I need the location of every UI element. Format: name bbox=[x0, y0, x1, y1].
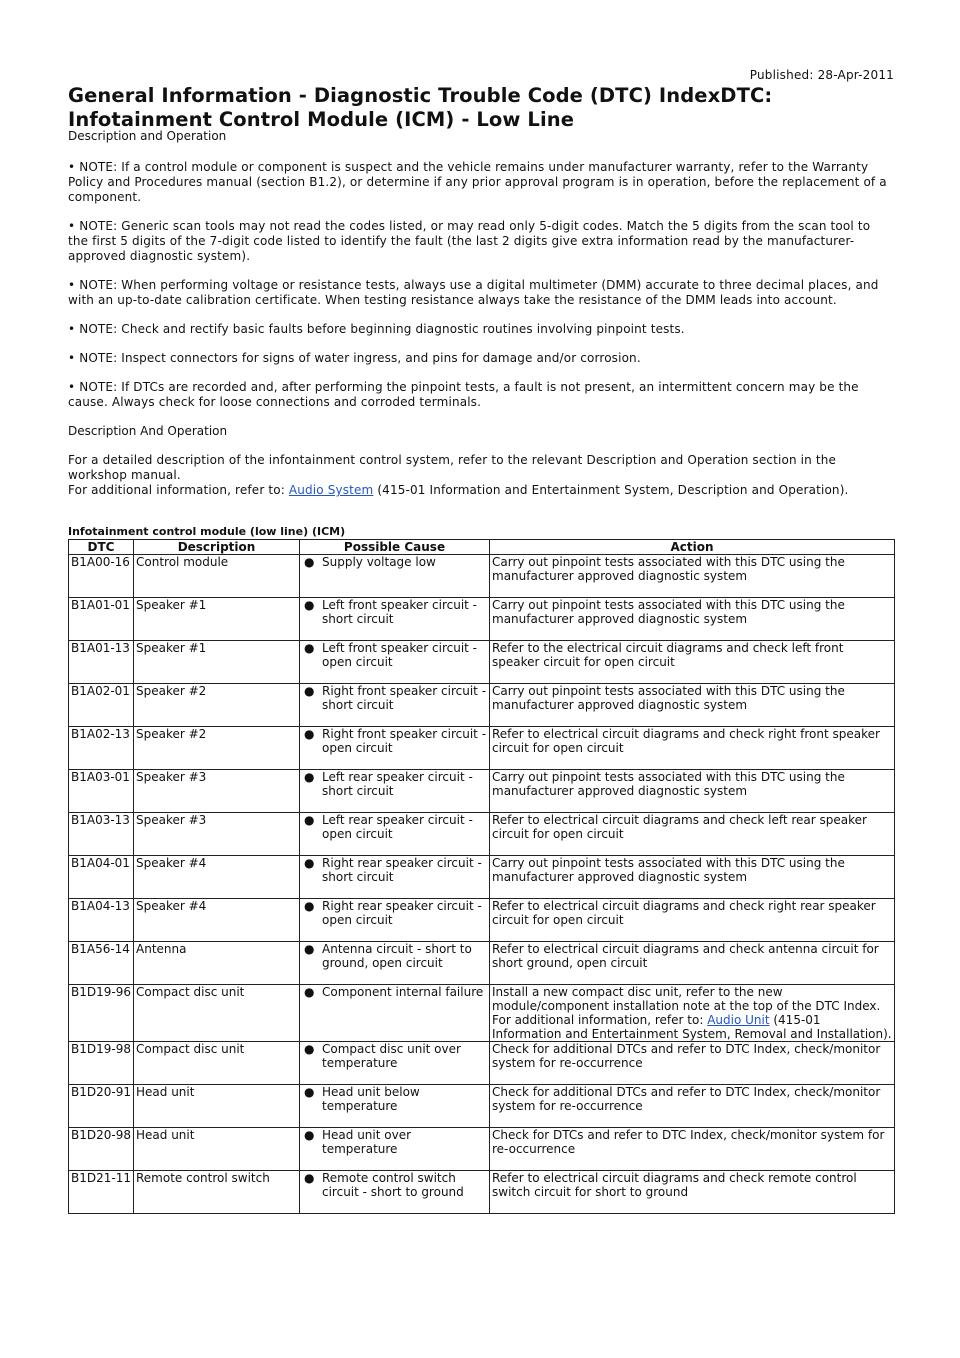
possible-cause: Left rear speaker circuit - short circuit bbox=[322, 770, 473, 798]
table-row bbox=[69, 899, 895, 942]
dtc-description: Speaker #1 bbox=[134, 641, 300, 684]
dtc-code: B1A02-01 bbox=[69, 684, 134, 727]
table-row bbox=[69, 985, 895, 1042]
bullet-icon: ● bbox=[304, 942, 315, 956]
page-title bbox=[68, 84, 772, 132]
col-header-action: Action bbox=[490, 540, 895, 555]
action-text: Check for DTCs and refer to DTC Index, check/monitor system for re-occurrence bbox=[490, 1128, 895, 1171]
col-header-description: Description bbox=[134, 540, 300, 555]
bullet-icon: ● bbox=[304, 1171, 315, 1185]
possible-cause: Right rear speaker circuit - open circuit bbox=[322, 899, 482, 927]
note-multimeter: • NOTE: When performing voltage or resistance tests, always use a digital multimeter (DMM) accurate to three decimal places, and with an up-to-date calibration certificate. When testing resistance always take the resistance of the DMM leads into account. bbox=[68, 278, 879, 307]
table-header-row bbox=[69, 540, 895, 555]
dtc-code: B1D20-98 bbox=[69, 1128, 134, 1171]
dtc-description: Speaker #2 bbox=[134, 727, 300, 770]
table-row bbox=[69, 813, 895, 856]
possible-cause: Right rear speaker circuit - short circuit bbox=[322, 856, 482, 884]
dtc-code: B1A03-01 bbox=[69, 770, 134, 813]
table-row bbox=[69, 770, 895, 813]
audio-unit-link[interactable]: Audio Unit bbox=[707, 1013, 770, 1027]
dtc-code: B1A04-13 bbox=[69, 899, 134, 942]
action-ref-suffix: (415-01 Information and Entertainment System, Removal and Installation). bbox=[492, 1013, 892, 1041]
table-row bbox=[69, 684, 895, 727]
possible-cause: Head unit below temperature bbox=[322, 1085, 420, 1113]
dtc-code: B1A02-13 bbox=[69, 727, 134, 770]
dtc-code: B1A00-16 bbox=[69, 555, 134, 598]
audio-system-link[interactable]: Audio System bbox=[288, 483, 374, 497]
dtc-description: Speaker #3 bbox=[134, 770, 300, 813]
dtc-description: Compact disc unit bbox=[134, 985, 300, 1042]
dtc-code: B1D20-91 bbox=[69, 1085, 134, 1128]
bullet-icon: ● bbox=[304, 770, 315, 784]
dtc-description: Control module bbox=[134, 555, 300, 598]
dtc-code: B1D21-11 bbox=[69, 1171, 134, 1214]
action-text: Check for additional DTCs and refer to DTC Index, check/monitor system for re-occurrence bbox=[490, 1085, 895, 1128]
notes-section bbox=[68, 160, 894, 498]
action-text: Install a new compact disc unit, refer to the new module/component installation note at the top of the DTC Index. bbox=[492, 985, 881, 1013]
bullet-icon: ● bbox=[304, 1042, 315, 1056]
dtc-code: B1A56-14 bbox=[69, 942, 134, 985]
description-ref-suffix: (415-01 Information and Entertainment System, Description and Operation). bbox=[373, 483, 849, 497]
action-text: Carry out pinpoint tests associated with this DTC using the manufacturer approved diagnostic system bbox=[490, 598, 895, 641]
col-header-possible-cause: Possible Cause bbox=[300, 540, 490, 555]
dtc-description: Speaker #4 bbox=[134, 856, 300, 899]
action-cell bbox=[490, 985, 895, 1042]
dtc-code: B1A04-01 bbox=[69, 856, 134, 899]
published-date: Published: 28-Apr-2011 bbox=[749, 68, 894, 82]
title-line-1: General Information - Diagnostic Trouble Code (DTC) IndexDTC: bbox=[68, 84, 773, 107]
dtc-description: Speaker #2 bbox=[134, 684, 300, 727]
col-header-dtc: DTC bbox=[69, 540, 134, 555]
table-row bbox=[69, 1085, 895, 1128]
dtc-table bbox=[68, 539, 895, 1214]
table-caption: Infotainment control module (low line) (ICM) bbox=[68, 525, 346, 538]
bullet-icon: ● bbox=[304, 985, 315, 999]
table-row bbox=[69, 727, 895, 770]
bullet-icon: ● bbox=[304, 856, 315, 870]
possible-cause: Supply voltage low bbox=[322, 555, 436, 569]
dtc-code: B1D19-98 bbox=[69, 1042, 134, 1085]
bullet-icon: ● bbox=[304, 727, 315, 741]
description-para-1: For a detailed description of the infontainment control system, refer to the relevant Description and Operation section in the workshop manual. bbox=[68, 453, 837, 482]
bullet-icon: ● bbox=[304, 1085, 315, 1099]
action-text: Refer to electrical circuit diagrams and check remote control switch circuit for short to ground bbox=[490, 1171, 895, 1214]
possible-cause: Left front speaker circuit - short circuit bbox=[322, 598, 477, 626]
bullet-icon: ● bbox=[304, 555, 315, 569]
description-heading: Description And Operation bbox=[68, 424, 228, 438]
dtc-description: Speaker #1 bbox=[134, 598, 300, 641]
page-subtitle: Description and Operation bbox=[68, 129, 227, 143]
dtc-code: B1D19-96 bbox=[69, 985, 134, 1042]
bullet-icon: ● bbox=[304, 899, 315, 913]
note-connectors: • NOTE: Inspect connectors for signs of water ingress, and pins for damage and/or corrosion. bbox=[68, 351, 641, 365]
note-scan-tools: • NOTE: Generic scan tools may not read the codes listed, or may read only 5-digit codes. Match the 5 digits from the scan tool to the first 5 digits of the 7-digit code listed to identify the fault (the last 2 digits give extra information read by the manufacturer-approved diagnostic system). bbox=[68, 219, 871, 263]
dtc-description: Head unit bbox=[134, 1085, 300, 1128]
note-warranty: • NOTE: If a control module or component is suspect and the vehicle remains under manufacturer warranty, refer to the Warranty Policy and Procedures manual (section B1.2), or determine if any prior approval program is in operation, before the replacement of a component. bbox=[68, 160, 887, 204]
action-text: Carry out pinpoint tests associated with this DTC using the manufacturer approved diagnostic system bbox=[490, 770, 895, 813]
dtc-description: Antenna bbox=[134, 942, 300, 985]
table-row bbox=[69, 856, 895, 899]
description-ref-prefix: For additional information, refer to: bbox=[68, 483, 289, 497]
bullet-icon: ● bbox=[304, 813, 315, 827]
dtc-description: Speaker #4 bbox=[134, 899, 300, 942]
note-intermittent: • NOTE: If DTCs are recorded and, after performing the pinpoint tests, a fault is not present, an intermittent concern may be the cause. Always check for loose connections and corroded terminals. bbox=[68, 380, 859, 409]
possible-cause: Compact disc unit over temperature bbox=[322, 1042, 461, 1070]
dtc-description: Compact disc unit bbox=[134, 1042, 300, 1085]
table-row bbox=[69, 555, 895, 598]
possible-cause: Right front speaker circuit - open circuit bbox=[322, 727, 487, 755]
note-basic-faults: • NOTE: Check and rectify basic faults before beginning diagnostic routines involving pinpoint tests. bbox=[68, 322, 685, 336]
action-text: Check for additional DTCs and refer to DTC Index, check/monitor system for re-occurrence bbox=[490, 1042, 895, 1085]
action-ref-prefix: For additional information, refer to: bbox=[492, 1013, 708, 1027]
dtc-code: B1A01-01 bbox=[69, 598, 134, 641]
action-text: Refer to electrical circuit diagrams and check right rear speaker circuit for open circuit bbox=[490, 899, 895, 942]
possible-cause: Remote control switch circuit - short to ground bbox=[322, 1171, 464, 1199]
description-body bbox=[68, 453, 894, 498]
dtc-description: Speaker #3 bbox=[134, 813, 300, 856]
possible-cause: Component internal failure bbox=[322, 985, 484, 999]
action-text: Refer to the electrical circuit diagrams and check left front speaker circuit for open circuit bbox=[490, 641, 895, 684]
table-row bbox=[69, 1042, 895, 1085]
bullet-icon: ● bbox=[304, 641, 315, 655]
possible-cause: Left front speaker circuit - open circuit bbox=[322, 641, 477, 669]
table-row bbox=[69, 1171, 895, 1214]
table-row bbox=[69, 598, 895, 641]
dtc-code: B1A03-13 bbox=[69, 813, 134, 856]
table-row bbox=[69, 1128, 895, 1171]
bullet-icon: ● bbox=[304, 684, 315, 698]
table-row bbox=[69, 942, 895, 985]
action-text: Refer to electrical circuit diagrams and check antenna circuit for short ground, open circuit bbox=[490, 942, 895, 985]
action-text: Carry out pinpoint tests associated with this DTC using the manufacturer approved diagnostic system bbox=[490, 555, 895, 598]
action-text: Carry out pinpoint tests associated with this DTC using the manufacturer approved diagnostic system bbox=[490, 684, 895, 727]
possible-cause: Right front speaker circuit - short circuit bbox=[322, 684, 487, 712]
possible-cause: Antenna circuit - short to ground, open circuit bbox=[322, 942, 472, 970]
title-line-2: Infotainment Control Module (ICM) - Low Line bbox=[68, 108, 575, 131]
bullet-icon: ● bbox=[304, 598, 315, 612]
possible-cause: Left rear speaker circuit - open circuit bbox=[322, 813, 473, 841]
action-text: Refer to electrical circuit diagrams and check right front speaker circuit for open circuit bbox=[490, 727, 895, 770]
dtc-description: Head unit bbox=[134, 1128, 300, 1171]
possible-cause: Head unit over temperature bbox=[322, 1128, 412, 1156]
table-row bbox=[69, 641, 895, 684]
dtc-code: B1A01-13 bbox=[69, 641, 134, 684]
action-text: Refer to electrical circuit diagrams and check left rear speaker circuit for open circuit bbox=[490, 813, 895, 856]
dtc-description: Remote control switch bbox=[134, 1171, 300, 1214]
action-text: Carry out pinpoint tests associated with this DTC using the manufacturer approved diagnostic system bbox=[490, 856, 895, 899]
bullet-icon: ● bbox=[304, 1128, 315, 1142]
